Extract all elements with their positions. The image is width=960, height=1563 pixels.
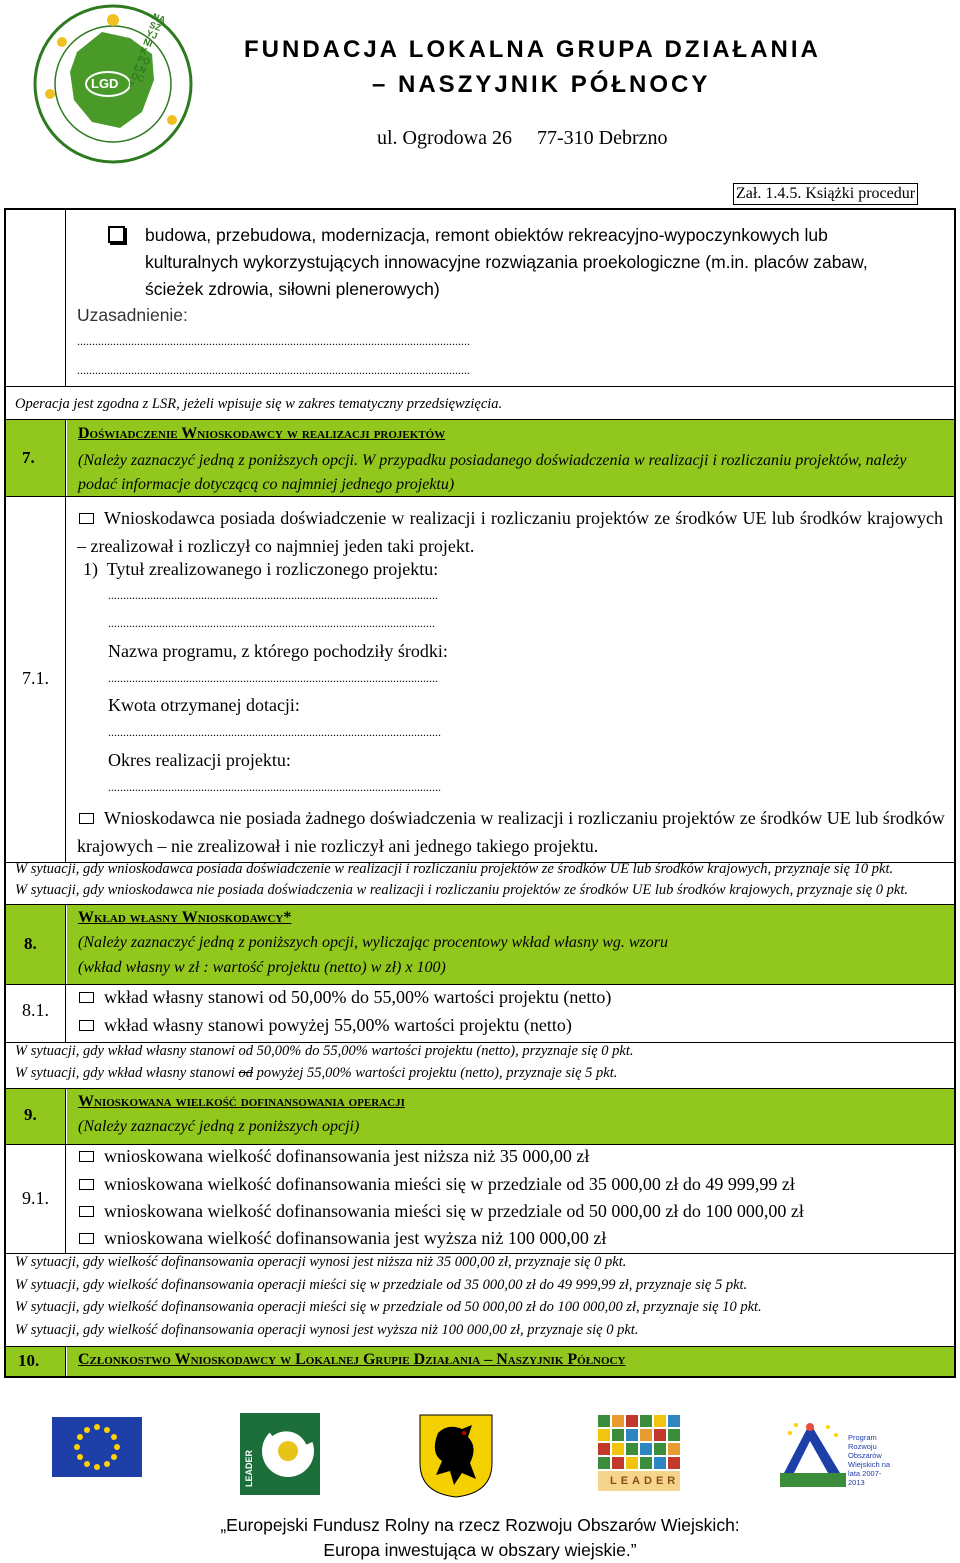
section8-heading: Wkład własny Wnioskodawcy* — [78, 909, 292, 926]
checkbox-option-recreation[interactable] — [113, 222, 913, 303]
checkbox-has-experience[interactable] — [77, 504, 943, 560]
section9-sub-number: 9.1. — [22, 1188, 49, 1208]
section7-heading: Doświadczenie Wnioskodawcy w realizacji projektów — [78, 425, 446, 442]
section7-sub-number: 7.1. — [22, 668, 49, 688]
project-title-dots-2[interactable]: ............................................................................................................. — [108, 616, 435, 630]
checkbox-icon[interactable] — [79, 1151, 94, 1162]
option-text: wnioskowana wielkość dofinansowania mieści się w przedziale od 35 000,00 zł do 49 999,99 zł — [104, 1174, 795, 1194]
leader-mosaic-logo — [596, 1413, 682, 1495]
checkbox-funding-above-100000[interactable] — [77, 1228, 606, 1249]
organization-address: ul. Ogrodowa 26 77-310 Debrzno — [377, 127, 668, 149]
section10-number: 10. — [18, 1351, 40, 1370]
section6-note: Operacja jest zgodna z LSR, jeżeli wpisuje się w zakres tematyczny przedsięwzięcia. — [15, 396, 503, 412]
option-text: wkład własny stanowi od 50,00% do 55,00% wartości projektu (netto) — [104, 987, 612, 1007]
lgd-logo — [22, 2, 204, 167]
justification-dots-2[interactable]: ................................................................................................................................... — [77, 363, 470, 377]
option-text: wkład własny stanowi powyżej 55,00% wartości projektu (netto) — [104, 1015, 572, 1035]
section9-heading: Wnioskowana wielkość dofinansowania operacji — [78, 1093, 405, 1110]
leader-logo-text: LEADER — [244, 1449, 254, 1487]
checkbox-icon[interactable] — [79, 513, 94, 524]
checkbox-funding-50000-100000[interactable] — [77, 1201, 804, 1222]
section7-scoring-1: W sytuacji, gdy wnioskodawca posiada doświadczenie w realizacji i rozliczaniu projektów ze środków UE lub środków krajowych, przyznaje się 10 pkt. — [15, 861, 894, 877]
section7-instruction: (Należy zaznaczyć jedną z poniższych opcji. W przypadku posiadanego doświadczenia w realizacji i rozliczaniu projektów, należy podać informacje dotyczącą co najmniej jednego projektu) — [78, 452, 907, 493]
justification-label: Uzasadnienie: — [77, 305, 188, 325]
checkbox-icon[interactable] — [79, 1179, 94, 1190]
footer-tagline-1: „Europejski Fundusz Rolny na rzecz Rozwoju Obszarów Wiejskich: — [220, 1515, 740, 1535]
checkbox-no-experience[interactable] — [77, 804, 947, 860]
table-right-border — [954, 208, 956, 1378]
program-name-dots[interactable]: .............................................................................................................. — [108, 671, 438, 685]
logo-text: LGD — [91, 76, 119, 91]
grant-amount-dots[interactable]: ............................................................................................................... — [108, 725, 441, 739]
grant-amount-label: Kwota otrzymanej dotacji: — [108, 695, 300, 715]
checkbox-funding-35000-49999[interactable] — [77, 1174, 795, 1195]
checkbox-funding-below-35000[interactable] — [77, 1146, 589, 1167]
organization-title-line1: FUNDACJA LOKALNA GRUPA DZIAŁANIA — [244, 36, 821, 63]
leader-mosaic-text: LEADER — [610, 1475, 680, 1487]
project-period-label: Okres realizacji projektu: — [108, 750, 291, 770]
section10-heading: Członkostwo Wnioskodawcy w Lokalnej Grupie Działania – Naszyjnik Północy — [78, 1351, 626, 1368]
table-bottom-border — [4, 1376, 956, 1378]
footer-tagline-2: Europa inwestująca w obszary wiejskie.” — [323, 1540, 637, 1560]
option-text: Wnioskodawca nie posiada żadnego doświadczenia w realizacji i rozliczaniu projektów ze środków UE lub środków krajowych – nie zrealizował i nie rozliczył ani jednego takiego projektu. — [77, 808, 945, 856]
option-text: budowa, przebudowa, modernizacja, remont obiektów rekreacyjno-wypoczynkowych lub kulturalnych wykorzystujących innowacyjne rozwiązania proekologiczne (m.in. placów zabaw, ścieżek zdrowia, siłowni plenerowych) — [145, 225, 868, 299]
section8-number: 8. — [24, 934, 37, 953]
project-title-dots-1[interactable]: .............................................................................................................. — [108, 588, 438, 602]
section9-number: 9. — [24, 1105, 37, 1124]
table-left-border — [4, 208, 6, 1378]
section9-scoring-1: W sytuacji, gdy wielkość dofinansowania operacji wynosi jest niższa niż 35 000,00 zł, przyznaje się 0 pkt. — [15, 1254, 627, 1270]
option-text: Wnioskodawca posiada doświadczenie w realizacji i rozliczaniu projektów ze środków UE lub środków krajowych – zrealizował i rozliczył co najmniej jeden taki projekt. — [77, 508, 943, 556]
prow-logo-text: Program Rozwoju Obszarów Wiejskich na lata 2007-2013 — [848, 1433, 891, 1487]
appendix-reference: Zał. 1.4.5. Książki procedur — [733, 183, 918, 205]
checkbox-own-contribution-50-55[interactable] — [77, 987, 611, 1008]
leader-logo — [240, 1413, 320, 1495]
checkbox-icon[interactable] — [79, 992, 94, 1003]
organization-title-line2: – NASZYJNIK PÓŁNOCY — [372, 71, 711, 98]
checkbox-icon[interactable] — [79, 1206, 94, 1217]
checkbox-own-contribution-above-55[interactable] — [77, 1015, 572, 1036]
checkbox-icon[interactable] — [108, 226, 125, 243]
section8-scoring-2: W sytuacji, gdy wkład własny stanowi od powyżej 55,00% wartości projektu (netto), przyznaje się 5 pkt. — [15, 1065, 618, 1081]
logo-ring-text: NASZYJNIK PÓŁNOCY — [126, 11, 167, 91]
justification-dots-1[interactable]: ................................................................................................................................... — [77, 334, 470, 348]
section9-scoring-2: W sytuacji, gdy wielkość dofinansowania operacji mieści się w przedziale od 35 000,00 zł do 49 999,99 zł, przyznaje się 5 pkt. — [15, 1277, 748, 1293]
option-text: wnioskowana wielkość dofinansowania jest wyższa niż 100 000,00 zł — [104, 1228, 607, 1248]
checkbox-icon[interactable] — [79, 1233, 94, 1244]
eu-flag-logo — [52, 1417, 142, 1477]
section7-scoring-2: W sytuacji, gdy wnioskodawca nie posiada doświadczenia w realizacji i rozliczaniu projektów ze środków UE lub środków krajowych, przyznaje się 0 pkt. — [15, 882, 909, 898]
section7-number: 7. — [22, 448, 35, 467]
option-text: wnioskowana wielkość dofinansowania jest niższa niż 35 000,00 zł — [104, 1146, 590, 1166]
section8-instruction-2: (wkład własny w zł : wartość projektu (netto) w zł) x 100) — [78, 959, 446, 976]
project-title-label: 1) Tytuł zrealizowanego i rozliczonego projektu: — [83, 559, 439, 579]
option-text: wnioskowana wielkość dofinansowania mieści się w przedziale od 50 000,00 zł do 100 000,00 zł — [104, 1201, 804, 1221]
section9-scoring-3: W sytuacji, gdy wielkość dofinansowania operacji mieści się w przedziale od 50 000,00 zł do 100 000,00 zł, przyznaje się 10 pkt. — [15, 1299, 762, 1315]
project-period-dots[interactable]: ............................................................................................................... — [108, 780, 441, 794]
section8-sub-number: 8.1. — [22, 1000, 49, 1020]
prow-logo — [780, 1413, 898, 1493]
section7-number-cell — [6, 420, 65, 496]
section9-instruction: (Należy zaznaczyć jedną z poniższych opcji) — [78, 1118, 360, 1135]
checkbox-icon[interactable] — [79, 813, 94, 824]
section9-scoring-4: W sytuacji, gdy wielkość dofinansowania operacji wynosi jest wyższa niż 100 000,00 zł, przyznaje się 0 pkt. — [15, 1322, 639, 1338]
section8-instruction-1: (Należy zaznaczyć jedną z poniższych opcji, wyliczając procentowy wkład własny wg. wzoru — [78, 934, 669, 951]
section8-scoring-1: W sytuacji, gdy wkład własny stanowi od 50,00% do 55,00% wartości projektu (netto), przyznaje się 0 pkt. — [15, 1043, 634, 1059]
checkbox-icon[interactable] — [79, 1020, 94, 1031]
table-top-border — [4, 208, 956, 210]
pomorskie-griffin-logo — [418, 1413, 494, 1499]
program-name-label: Nazwa programu, z którego pochodziły środki: — [108, 641, 448, 661]
